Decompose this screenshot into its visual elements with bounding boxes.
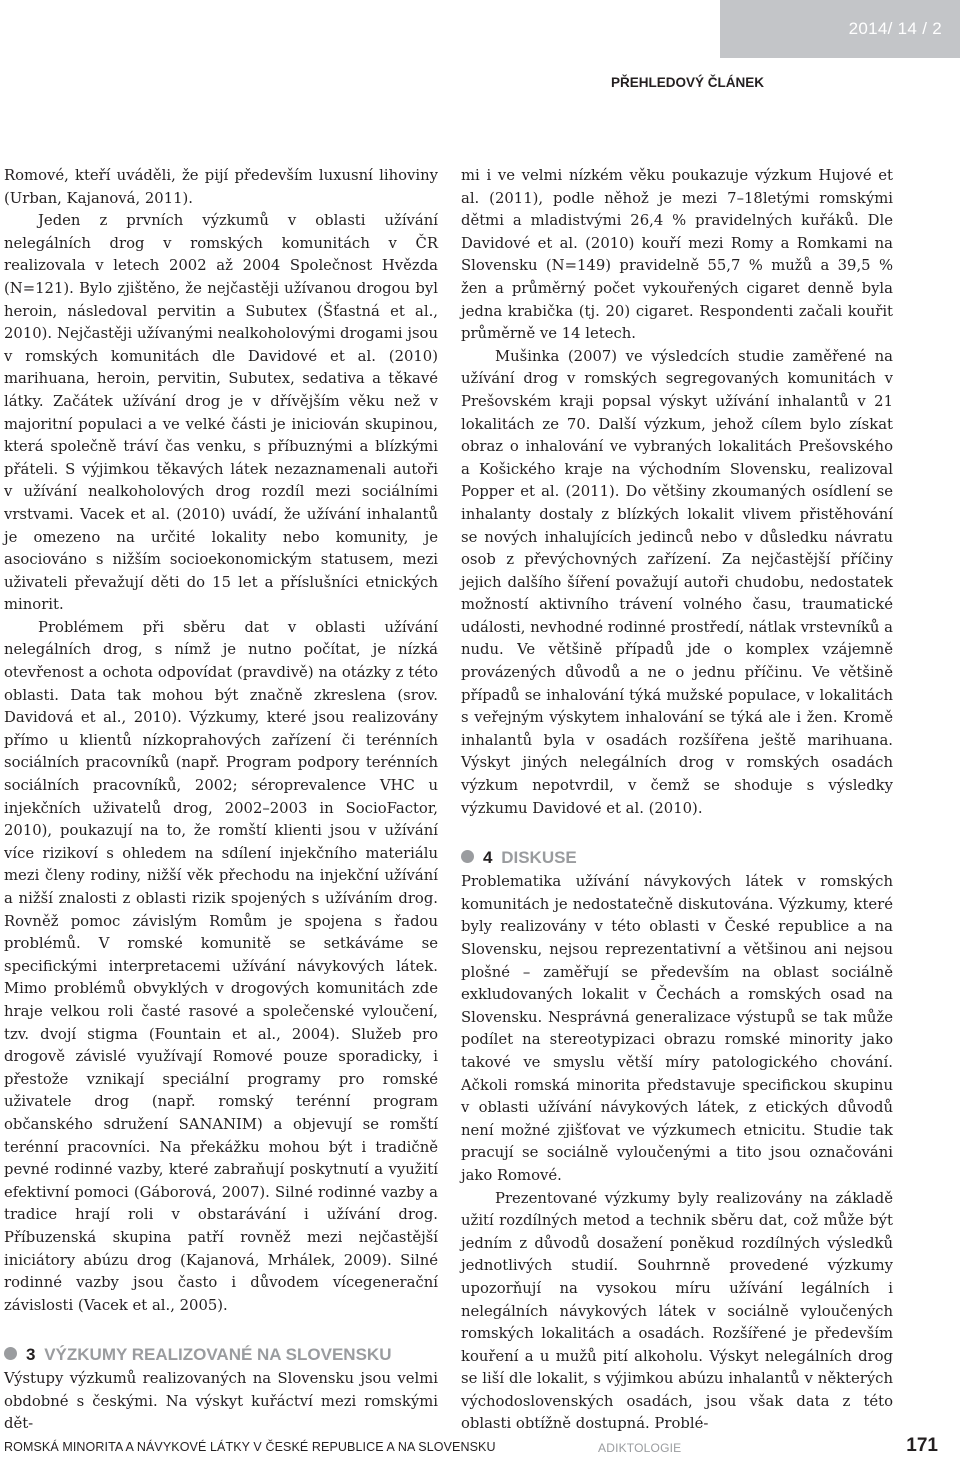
heading-number: 3 [26, 1345, 36, 1365]
issue-number: 2014/ 14 / 2 [848, 19, 942, 38]
issue-band [720, 0, 960, 58]
paragraph: Romové, kteří uváděli, že pijí především luxusní lihoviny (Urban, Kajanová, 2011). [4, 167, 438, 207]
journal-name: ADIKTOLOGIE [598, 1441, 682, 1455]
right-column [461, 165, 893, 1436]
paragraph: Problematika užívání návykových látek v romských komunitách je nedostatečně diskutována. Výzkumy, které byly realizovány v této oblasti v České republice a na Slovensku, nejsou reprezentativní a většinou ani nejsou plošné – zaměřují se především na oblast sociálně exkludovaných lokalit v Čechách a romských osad na Slovensku. Nesprávná generalizace výstupů se tak může podílet na stereotypizaci obrazu romské minority jako takové ve smyslu větší míry patologického chování. Ačkoli romská minorita představuje specifickou skupinu v oblasti užívání návykových látek, z etických důvodů není možné zjišťovat ve výzkumech etnicitu. Studie tak pracují se sociálně vyloučenými a tito jsou označováni jako Romové. [461, 873, 893, 1184]
left-column [4, 165, 438, 1436]
page-footer [0, 1435, 960, 1461]
paragraph: mi i ve velmi nízkém věku poukazuje výzkum Hujové et al. (2011), podle něhož je mezi 7–18letými romskými dětmi a mladistvými 26,4 % pravidelných kuřáků. Dle Davidové et al. (2010) kouří mezi Romy a Romkami na Slovensku (N=149) pravidelně 55,7 % mužů a 39,5 % žen a průměrný počet vykouřených cigaret denně byla jedna krabička (tj. 20) cigaret. Respondenti začali kouřit průměrně ve 14 letech. [461, 167, 893, 343]
paragraph: Problémem při sběru dat v oblasti užívání nelegálních drog, s nímž je nutno počítat, je nízká otevřenost a ochota odpovídat (pravdivě) na otázky z této oblasti. Data tak mohou být značně zkreslena (srov. Davidová et al., 2010). Výzkumy, které jsou realizovány přímo u klientů nízkoprahových zařízení či terénních sociálních pracovníků (např. Program podpory terénních sociálních pracovníků, 2002; séroprevalence VHC u injekčních uživatelů drog, 2002–2003 in SocioFactor, 2010), poukazují na to, že romští klienti jsou v užívání více rizikoví s ohledem na sdílení injekčního materiálu mezi členy rodiny, nižší věk přechodu na injekční užívání a nižší znalosti z oblasti rizik spojených s užíváním drog. Rovněž pomoc závislým Romům je spojena s řadou problémů. V romské komunitě se setkáváme se specifickými interpretacemi užívání návykových látek. Mimo problémů obvyklých v drogových komunitách zde hraje velkou roli časté rasové a společenské vyloučení, tzv. dvojí stigma (Fountain et al., 2004). Služeb pro drogově závislé využívají Romové pouze sporadicky, i přestože vznikají speciální programy pro romské uživatele drog (např. romský terénní program občanského sdružení SANANIM) a objevují se romští terénní pracovníci. Na překážku mohou být i tradičně pevné rodinné vazby, které zabraňují poskytnutí a využití efektivní pomoci (Gáborová, 2007). Silné rodinné vazby a tradice hrají roli v obstarávání i užívání drog. Příbuzenská skupina patří rovněž mezi nejčastější iniciátory abúzu drog (Kajanová, Mrhálek, 2009). Silné rodinné vazby jsou často i důvodem vícegenerační závislosti (Vacek et al., 2005). [4, 618, 438, 1314]
section-heading-4 [461, 847, 893, 868]
heading-text: VÝZKUMY REALIZOVANÉ NA SLOVENSKU [44, 1345, 392, 1365]
heading-number: 4 [483, 848, 493, 868]
page-number: 171 [906, 1435, 938, 1456]
bullet-icon [4, 1347, 17, 1360]
paragraph: Jeden z prvních výzkumů v oblasti užívání nelegálních drog v romských komunitách v ČR realizovala v letech 2002 až 2004 Společnost Hvězda (N=121). Bylo zjištěno, že nejčastěji užívanou drogou byl heroin, následoval pervitin a Subutex (Šťastná et al., 2010). Nejčastěji užívanými nealkoholovými drogami jsou v romských komunitách dle Davidové et al. (2010) marihuana, heroin, pervitin, Subutex, sedativa a těkavé látky. Začátek užívání drog je v dřívějším věku než v majoritní populaci a ve velké části je iniciován skupinou, která společně tráví čas venku, s příbuznými a blízkými přáteli. S výjimkou těkavých látek nezaznamenali autoři v užívání nealkoholových drog rozdíl mezi sociálními vrstvami. Vacek et al. (2010) uvádí, že užívání inhalantů je omezeno na určité lokality nebo komunity, je asociováno s nižším socioekonomickým statusem, mezi uživateli převažují děti do 15 let a příslušníci etnických minorit. [4, 212, 438, 614]
heading-text: DISKUSE [501, 848, 577, 868]
paragraph: Výstupy výzkumů realizovaných na Slovensku jsou velmi obdobné s českými. Na výskyt kuřáctví mezi romskými dět- [4, 1370, 438, 1433]
paragraph: Prezentované výzkumy byly realizovány na základě užití rozdílných metod a technik sběru dat, což může být jedním z důvodů dosažení poněkud rozdílných výsledků jednotlivých studií. Souhrnně provedené výzkumy upozorňují na vysokou míru užívání legálních i nelegálních návykových látek v sociálně vyloučených romských lokalitách a osadách. Rozšířené je především kouření a u mužů pití alkoholu. Výskyt nelegálních drog se liší dle lokalit, s výjimkou abúzu inhalantů v některých východoslovenských osadách, jsou však data z této oblasti obtížně dostupná. Problé- [461, 1189, 893, 1433]
bullet-icon [461, 850, 474, 863]
section-heading-3 [4, 1344, 438, 1365]
paragraph: Mušinka (2007) ve výsledcích studie zaměřené na užívání drog v romských segregovaných komunitách v Prešovském kraji popsal výskyt užívání inhalantů v 21 lokalitách ze 70. Další výzkum, jehož cílem bylo získat obraz o inhalování ve vybraných lokalitách Prešovského a Košického kraje na východním Slovensku, realizoval Popper et al. (2011). Do většiny zkoumaných osídlení se inhalanty dostaly z blízkých lokalit vlivem přistěhování se nových inhalujících jedinců nebo v důsledku návratu osob z převýchovných zařízení. Za nejčastější příčiny jejich dalšího šíření považují autoři chudobu, nedostatek možností aktivního trávení volného času, traumatické události, nevhodné rodinné prostředí, nátlak vrstevníků a nudu. Ve většině případů jde o komplex vzájemně provázených důvodů a ne o jednu příčinu. Ve většině případů se inhalování týká mužské populace, v lokalitách s veřejným výskytem inhalování se týká ale i žen. Kromě inhalantů byla v osadách rozšířena ještě marihuana. Výskyt jiných nelegálních drog v romských osadách výzkum nepotvrdil, v čemž se shoduje s výsledky výzkumu Davidové et al. (2010). [461, 347, 893, 817]
running-title: ROMSKÁ MINORITA A NÁVYKOVÉ LÁTKY V ČESKÉ REPUBLICE A NA SLOVENSKU [4, 1440, 496, 1454]
section-label: PŘEHLEDOVÝ ČLÁNEK [610, 75, 764, 90]
